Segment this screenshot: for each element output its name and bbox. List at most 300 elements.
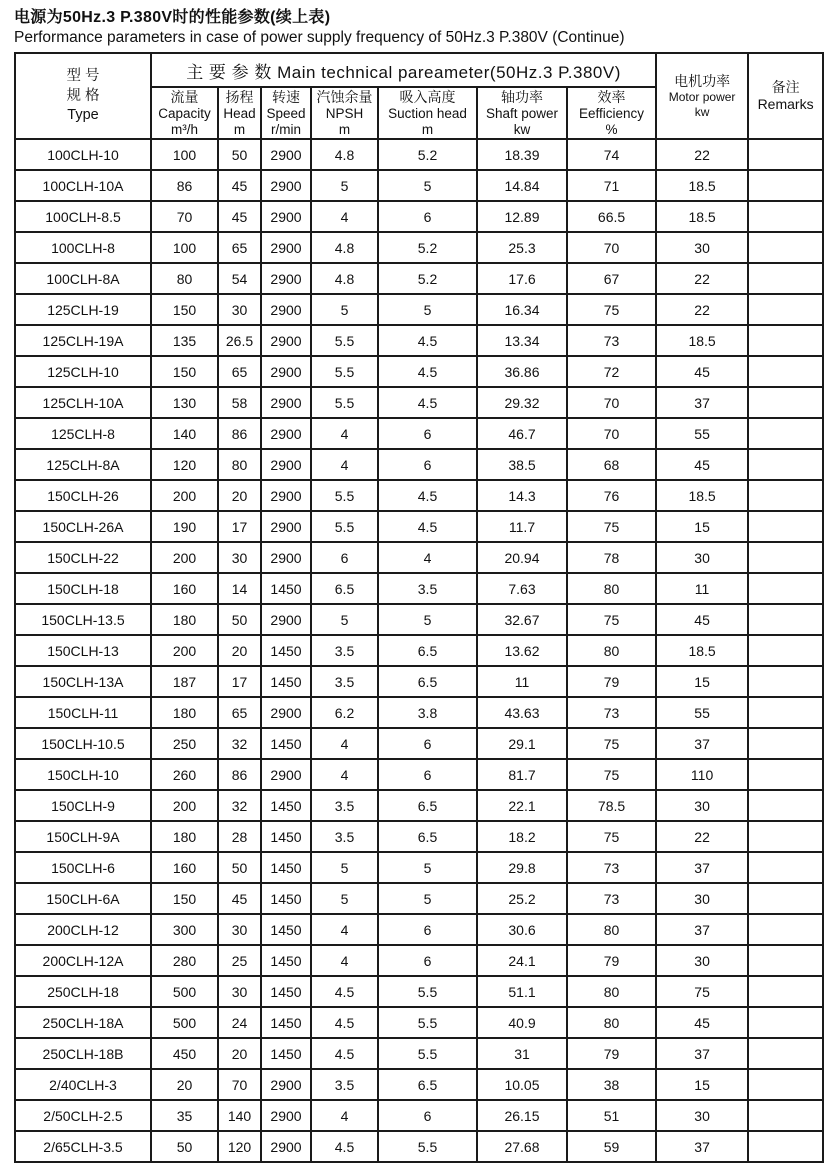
type-cell: 100CLH-8A [15,263,151,294]
value-cell: 32.67 [477,604,567,635]
value-cell: 32 [218,790,261,821]
table-row [15,325,823,356]
value-cell: 30 [656,542,748,573]
value-cell: 37 [656,1131,748,1162]
value-cell: 14.84 [477,170,567,201]
value-cell: 5 [311,170,378,201]
table-row [15,1131,823,1162]
value-cell: 75 [567,821,656,852]
value-cell: 80 [567,573,656,604]
value-cell: 4 [311,1100,378,1131]
value-cell: 160 [151,852,218,883]
head-header-zh: 扬程 [225,89,254,106]
value-cell: 15 [656,1069,748,1100]
efficiency-header-unit: % [605,121,618,137]
capacity-header-zh: 流量 [170,89,199,106]
value-cell: 59 [567,1131,656,1162]
value-cell: 180 [151,604,218,635]
type-cell: 125CLH-8 [15,418,151,449]
value-cell: 1450 [261,1007,311,1038]
efficiency-header-en: Eefficiency [579,105,645,121]
value-cell: 4.5 [378,325,477,356]
value-cell: 6.5 [378,790,477,821]
type-cell: 150CLH-6 [15,852,151,883]
value-cell: 70 [567,232,656,263]
value-cell: 5.5 [311,325,378,356]
remarks-cell [748,852,823,883]
page-title-en: Performance parameters in case of power supply frequency of 50Hz.3 P.380V (Continue) [14,29,625,46]
header-row-group [15,53,823,87]
type-header [15,53,151,139]
value-cell: 80 [567,914,656,945]
remarks-cell [748,480,823,511]
value-cell: 22.1 [477,790,567,821]
type-cell: 2/65CLH-3.5 [15,1131,151,1162]
value-cell: 68 [567,449,656,480]
value-cell: 6 [311,542,378,573]
value-cell: 67 [567,263,656,294]
value-cell: 6 [378,1100,477,1131]
value-cell: 200 [151,635,218,666]
value-cell: 1450 [261,573,311,604]
value-cell: 100 [151,232,218,263]
remarks-cell [748,759,823,790]
value-cell: 80 [567,635,656,666]
value-cell: 58 [218,387,261,418]
type-cell: 150CLH-11 [15,697,151,728]
remarks-cell [748,1007,823,1038]
value-cell: 86 [218,418,261,449]
remarks-cell [748,604,823,635]
value-cell: 35 [151,1100,218,1131]
value-cell: 187 [151,666,218,697]
table-header [15,53,823,139]
value-cell: 6 [378,728,477,759]
table-row [15,573,823,604]
value-cell: 26.5 [218,325,261,356]
value-cell: 3.5 [311,790,378,821]
value-cell: 38 [567,1069,656,1100]
type-cell: 150CLH-10.5 [15,728,151,759]
value-cell: 4 [311,759,378,790]
table-row [15,263,823,294]
value-cell: 4 [311,201,378,232]
value-cell: 45 [218,883,261,914]
type-cell: 200CLH-12A [15,945,151,976]
value-cell: 73 [567,325,656,356]
value-cell: 65 [218,356,261,387]
table-row [15,1100,823,1131]
value-cell: 6.5 [378,666,477,697]
value-cell: 120 [151,449,218,480]
value-cell: 6 [378,201,477,232]
value-cell: 4.5 [311,1007,378,1038]
speed-header-unit: r/min [271,121,301,137]
remarks-cell [748,294,823,325]
value-cell: 6 [378,418,477,449]
value-cell: 200 [151,480,218,511]
suction-head-header [378,87,477,139]
value-cell: 1450 [261,852,311,883]
value-cell: 45 [218,170,261,201]
remarks-cell [748,883,823,914]
value-cell: 13.34 [477,325,567,356]
head-header [218,87,261,139]
value-cell: 150 [151,356,218,387]
head-header-unit: m [233,121,246,137]
value-cell: 30 [656,945,748,976]
type-cell: 150CLH-18 [15,573,151,604]
value-cell: 5 [311,604,378,635]
remarks-cell [748,511,823,542]
value-cell: 18.2 [477,821,567,852]
type-cell: 150CLH-6A [15,883,151,914]
value-cell: 17 [218,666,261,697]
value-cell: 110 [656,759,748,790]
value-cell: 4 [311,914,378,945]
value-cell: 30 [656,232,748,263]
value-cell: 2900 [261,263,311,294]
value-cell: 6 [378,759,477,790]
value-cell: 5.5 [311,480,378,511]
value-cell: 22 [656,263,748,294]
head-header-en: Head [223,105,256,121]
value-cell: 26.15 [477,1100,567,1131]
value-cell: 25 [218,945,261,976]
value-cell: 180 [151,697,218,728]
value-cell: 65 [218,232,261,263]
npsh-header-en: NPSH [325,105,364,121]
value-cell: 5.5 [378,1131,477,1162]
value-cell: 2900 [261,232,311,263]
remarks-cell [748,170,823,201]
remarks-header-zh: 备注 [771,78,800,95]
value-cell: 2900 [261,294,311,325]
value-cell: 2900 [261,387,311,418]
value-cell: 4 [311,418,378,449]
value-cell: 15 [656,511,748,542]
type-cell: 125CLH-8A [15,449,151,480]
remarks-cell [748,263,823,294]
value-cell: 3.5 [311,1069,378,1100]
value-cell: 2900 [261,697,311,728]
value-cell: 30 [218,542,261,573]
type-cell: 150CLH-13.5 [15,604,151,635]
value-cell: 2900 [261,1100,311,1131]
value-cell: 18.39 [477,139,567,170]
value-cell: 1450 [261,728,311,759]
value-cell: 22 [656,821,748,852]
value-cell: 32 [218,728,261,759]
table-row [15,449,823,480]
value-cell: 1450 [261,635,311,666]
value-cell: 5 [311,852,378,883]
value-cell: 5 [378,852,477,883]
type-cell: 125CLH-19A [15,325,151,356]
value-cell: 4.8 [311,263,378,294]
value-cell: 74 [567,139,656,170]
value-cell: 18.5 [656,480,748,511]
table-row [15,697,823,728]
value-cell: 86 [151,170,218,201]
value-cell: 1450 [261,1038,311,1069]
value-cell: 6 [378,945,477,976]
value-cell: 14.3 [477,480,567,511]
type-cell: 150CLH-26 [15,480,151,511]
value-cell: 200 [151,790,218,821]
remarks-header-en: Remarks [757,96,814,113]
remarks-cell [748,945,823,976]
value-cell: 45 [656,1007,748,1038]
value-cell: 30 [218,914,261,945]
remarks-cell [748,697,823,728]
value-cell: 22 [656,294,748,325]
motor-power-header-unit: kw [694,105,710,120]
value-cell: 22 [656,139,748,170]
type-cell: 150CLH-22 [15,542,151,573]
value-cell: 10.05 [477,1069,567,1100]
value-cell: 51 [567,1100,656,1131]
value-cell: 500 [151,1007,218,1038]
value-cell: 71 [567,170,656,201]
value-cell: 1450 [261,976,311,1007]
value-cell: 2900 [261,1131,311,1162]
value-cell: 80 [151,263,218,294]
value-cell: 75 [656,976,748,1007]
value-cell: 30 [656,883,748,914]
type-cell: 250CLH-18 [15,976,151,1007]
value-cell: 135 [151,325,218,356]
type-header-en: Type [67,107,99,124]
remarks-cell [748,666,823,697]
table-row [15,139,823,170]
value-cell: 70 [151,201,218,232]
page-title-zh: 电源为50Hz.3 P.380V时的性能参数(续上表) [14,9,331,26]
value-cell: 54 [218,263,261,294]
value-cell: 2900 [261,325,311,356]
type-cell: 200CLH-12 [15,914,151,945]
value-cell: 280 [151,945,218,976]
shaft-power-header-unit: kw [513,121,531,137]
value-cell: 30 [656,790,748,821]
value-cell: 5 [378,604,477,635]
value-cell: 37 [656,914,748,945]
value-cell: 40.9 [477,1007,567,1038]
shaft-power-header [477,87,567,139]
value-cell: 3.5 [311,821,378,852]
value-cell: 5 [311,294,378,325]
value-cell: 190 [151,511,218,542]
value-cell: 4.5 [378,511,477,542]
type-cell: 150CLH-13A [15,666,151,697]
value-cell: 150 [151,883,218,914]
value-cell: 4.5 [311,976,378,1007]
table-row [15,759,823,790]
value-cell: 78.5 [567,790,656,821]
motor-power-header [656,53,748,139]
value-cell: 2900 [261,418,311,449]
table-row [15,356,823,387]
remarks-cell [748,232,823,263]
table-row [15,666,823,697]
remarks-cell [748,635,823,666]
table-row [15,976,823,1007]
npsh-header-zh: 汽蚀余量 [316,89,373,106]
value-cell: 5.5 [311,356,378,387]
value-cell: 140 [151,418,218,449]
value-cell: 5.5 [311,511,378,542]
value-cell: 30 [218,976,261,1007]
value-cell: 2900 [261,542,311,573]
value-cell: 5.2 [378,232,477,263]
value-cell: 130 [151,387,218,418]
capacity-header-unit: m³/h [171,121,198,137]
type-cell: 250CLH-18B [15,1038,151,1069]
remarks-cell [748,1131,823,1162]
efficiency-header [567,87,656,139]
remarks-cell [748,976,823,1007]
value-cell: 36.86 [477,356,567,387]
table-row [15,635,823,666]
remarks-cell [748,356,823,387]
value-cell: 300 [151,914,218,945]
table-row [15,511,823,542]
value-cell: 12.89 [477,201,567,232]
table-row [15,294,823,325]
value-cell: 5.5 [378,976,477,1007]
value-cell: 30.6 [477,914,567,945]
value-cell: 79 [567,1038,656,1069]
table-row [15,821,823,852]
value-cell: 65 [218,697,261,728]
suction-head-header-en: Suction head [388,105,467,121]
value-cell: 45 [656,604,748,635]
value-cell: 20 [218,480,261,511]
value-cell: 3.5 [311,635,378,666]
value-cell: 2900 [261,201,311,232]
value-cell: 450 [151,1038,218,1069]
value-cell: 75 [567,511,656,542]
value-cell: 18.5 [656,325,748,356]
type-cell: 100CLH-8 [15,232,151,263]
value-cell: 18.5 [656,170,748,201]
remarks-cell [748,573,823,604]
performance-table [14,52,824,1163]
table-row [15,790,823,821]
value-cell: 4 [311,945,378,976]
type-cell: 100CLH-10 [15,139,151,170]
value-cell: 37 [656,387,748,418]
value-cell: 4 [311,728,378,759]
speed-header [261,87,311,139]
value-cell: 18.5 [656,201,748,232]
value-cell: 14 [218,573,261,604]
table-body [15,139,823,1162]
npsh-header [311,87,378,139]
value-cell: 150 [151,294,218,325]
remarks-header [748,53,823,139]
value-cell: 120 [218,1131,261,1162]
type-cell: 125CLH-10A [15,387,151,418]
value-cell: 1450 [261,945,311,976]
value-cell: 180 [151,821,218,852]
type-cell: 150CLH-9A [15,821,151,852]
value-cell: 3.5 [378,573,477,604]
efficiency-header-zh: 效率 [597,89,626,106]
value-cell: 30 [218,294,261,325]
value-cell: 5.5 [378,1007,477,1038]
table-row [15,170,823,201]
speed-header-en: Speed [266,105,306,121]
value-cell: 1450 [261,790,311,821]
value-cell: 6.5 [311,573,378,604]
value-cell: 1450 [261,821,311,852]
remarks-cell [748,542,823,573]
value-cell: 20 [218,635,261,666]
value-cell: 1450 [261,914,311,945]
shaft-power-header-zh: 轴功率 [501,89,543,106]
value-cell: 79 [567,666,656,697]
table-row [15,387,823,418]
value-cell: 73 [567,852,656,883]
value-cell: 51.1 [477,976,567,1007]
type-cell: 150CLH-10 [15,759,151,790]
value-cell: 250 [151,728,218,759]
value-cell: 18.5 [656,635,748,666]
capacity-header [151,87,218,139]
value-cell: 4 [311,449,378,480]
value-cell: 7.63 [477,573,567,604]
value-cell: 55 [656,697,748,728]
value-cell: 28 [218,821,261,852]
value-cell: 70 [567,418,656,449]
value-cell: 2900 [261,511,311,542]
value-cell: 25.2 [477,883,567,914]
value-cell: 6.5 [378,1069,477,1100]
table-row [15,418,823,449]
suction-head-header-zh: 吸入高度 [399,89,456,106]
value-cell: 81.7 [477,759,567,790]
value-cell: 3.8 [378,697,477,728]
remarks-cell [748,418,823,449]
table-row [15,1007,823,1038]
table-row [15,480,823,511]
value-cell: 45 [656,449,748,480]
value-cell: 140 [218,1100,261,1131]
value-cell: 11 [656,573,748,604]
value-cell: 46.7 [477,418,567,449]
value-cell: 86 [218,759,261,790]
value-cell: 6 [378,914,477,945]
value-cell: 100 [151,139,218,170]
remarks-cell [748,325,823,356]
value-cell: 66.5 [567,201,656,232]
type-cell: 100CLH-10A [15,170,151,201]
remarks-cell [748,449,823,480]
value-cell: 37 [656,1038,748,1069]
main-parameters-header: 主 要 参 数 Main technical pareameter(50Hz.3 P.380V) [151,53,656,87]
table-row [15,914,823,945]
value-cell: 500 [151,976,218,1007]
value-cell: 45 [656,356,748,387]
value-cell: 200 [151,542,218,573]
value-cell: 75 [567,294,656,325]
table-row [15,883,823,914]
type-cell: 150CLH-13 [15,635,151,666]
type-cell: 250CLH-18A [15,1007,151,1038]
value-cell: 15 [656,666,748,697]
value-cell: 73 [567,883,656,914]
